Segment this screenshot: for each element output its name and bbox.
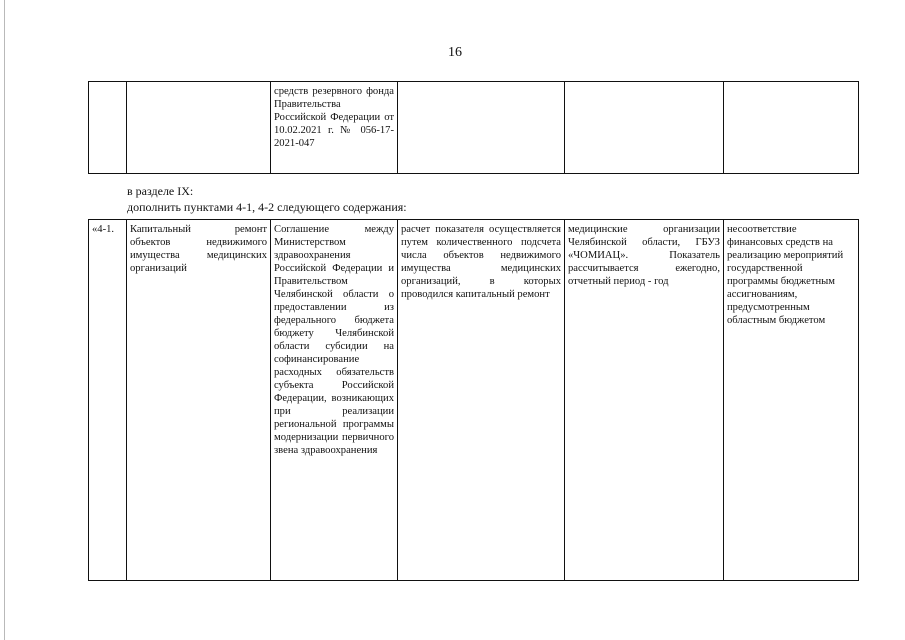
risks-cell — [724, 220, 859, 581]
cell-agreement — [271, 82, 398, 174]
calculation-text: расчет показателя осуществляется путем количественного подсчета числа объектов недвижимого имущества медицинских организаций, в которых проводился капитальный ремонт — [401, 224, 561, 300]
agreement-text: Соглашение между Министерством здравоохранения Российской Федерации и Правительством Челябинской области о предоставлении из федерального бюджета бюджету Челябинской области субсидии на софинансирование расходных обязательств субъекта Российской Федерации, возникающих при реализации региональной программы модернизации первичного звена здравоохранения — [274, 224, 394, 456]
page-margin-line — [4, 0, 5, 640]
table-row — [89, 82, 859, 174]
cell-risks — [724, 82, 859, 174]
cell-number — [89, 82, 127, 174]
cell-sources — [565, 82, 724, 174]
agreement-cell — [271, 220, 398, 581]
cell-name — [127, 82, 271, 174]
reserve-fund-text: средств резервного фонда Правительства Российской Федерации от 10.02.2021 г. № 056-17-2021-047 — [274, 86, 394, 149]
page-number: 16 — [448, 45, 462, 60]
risks-text: несоответствие финансовых средств на реализацию мероприятий государственной программы бюджетным ассигнованиям, предусмотренным областным бюджетом — [727, 224, 844, 326]
sources-text: медицинские организации Челябинской области, ГБУЗ «ЧОМИАЦ». Показатель рассчитывается ежегодно, отчетный период - год — [568, 224, 720, 287]
calculation-method — [398, 220, 565, 581]
instruction-line-1: в разделе IX: — [127, 184, 194, 198]
row-number-text: «4-1. — [92, 224, 115, 235]
table-row — [89, 220, 859, 581]
indicator-name — [127, 220, 271, 581]
data-sources — [565, 220, 724, 581]
indicators-table — [88, 219, 859, 581]
continuation-table — [88, 81, 859, 174]
row-number — [89, 220, 127, 581]
indicator-name-text: Капитальный ремонт объектов недвижимого имущества медицинских организаций — [130, 224, 267, 274]
instruction-line-2: дополнить пунктами 4-1, 4-2 следующего содержания: — [127, 200, 407, 214]
cell-calculation — [398, 82, 565, 174]
